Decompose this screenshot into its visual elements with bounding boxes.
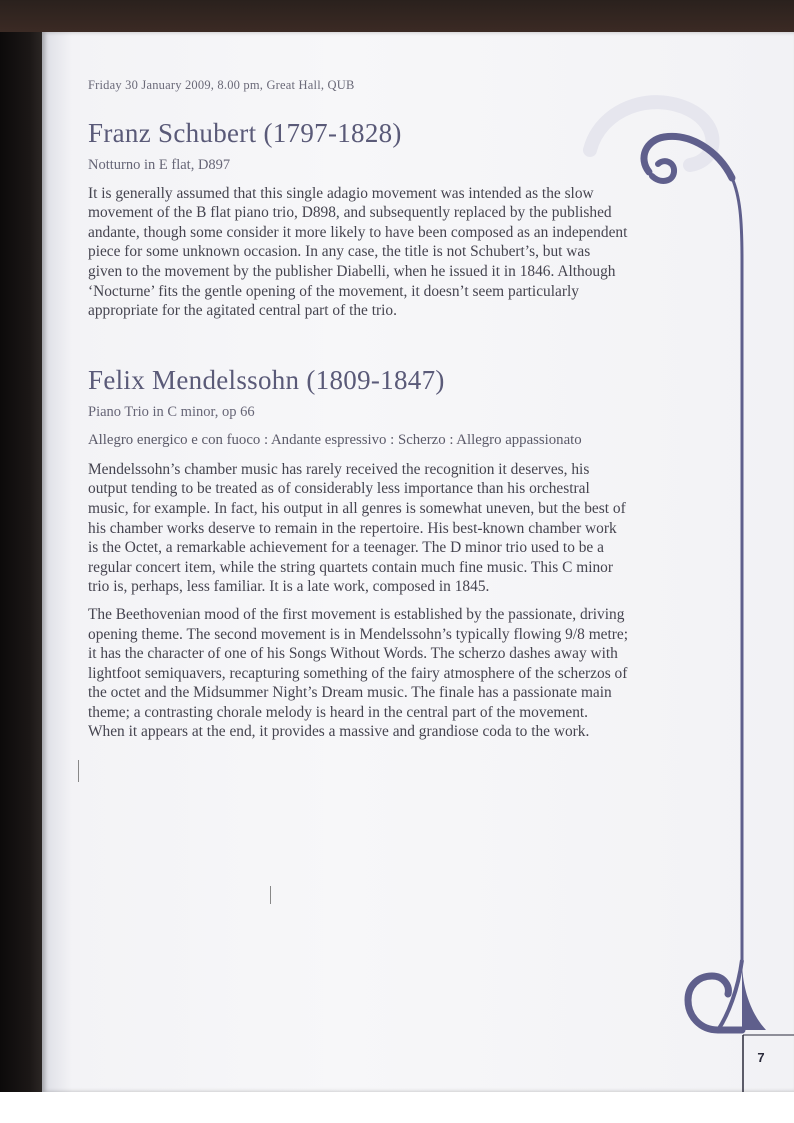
body-paragraph: The Beethovenian mood of the first movement is established by the passionate, driving opening theme. The second movement is in Mendelssohn’s typically flowing 9/8 metre; it has the character of one of his Songs Without Words. The scherzo dashes away with lightfoot semiquavers, recapturing something of the fairy atmosphere of the scherzos of the octet and the Midsummer Night’s Dream music. The finale has a passionate main theme; a contrasting chorale melody is heard in the central part of the movement. When it appears at the end, it provides a massive and grandiose coda to the work. <box>88 605 629 741</box>
work-title: Notturno in E flat, D897 <box>88 156 231 173</box>
page-content <box>88 76 628 742</box>
body-paragraph: It is generally assumed that this single adagio movement was intended as the slow movement of the B flat piano trio, D898, and subsequently replaced by the published andante, though some consider it more likely to have been composed as an independent piece for some unknown occasion. In any case, the title is not Schubert’s, but was given to the movement by the publisher Diabelli, when he issued it in 1846. Although ‘Nocturne’ fits the gentle opening of the movement, it doesn’t seem particularly appropriate for the agitated central part of the trio. <box>88 184 628 320</box>
scan-top-edge <box>0 0 794 32</box>
body-paragraph: Mendelssohn’s chamber music has rarely received the recognition it deserves, his output tending to be treated as of considerably less importance than his orchestral music, for example. In fact, his output in all genres is somewhat uneven, but the best of his chamber works deserve to remain in the repertoire. His best-known chamber work is the Octet, a remarkable achievement for a teenager. The D minor trio used to be a regular concert item, while the string quartets contain much fine music. This C minor trio is, perhaps, less familiar. It is a late work, composed in 1845. <box>88 460 626 596</box>
pencil-mark <box>78 760 79 782</box>
scan-bottom-edge <box>0 1092 794 1123</box>
composer-heading: Franz Schubert (1797-1828) <box>88 117 402 148</box>
mendelssohn-section <box>88 365 628 742</box>
composer-heading: Felix Mendelssohn (1809-1847) <box>88 364 445 395</box>
schubert-section <box>88 118 628 321</box>
page-number: 7 <box>757 1050 765 1065</box>
work-title: Piano Trio in C minor, op 66 <box>88 403 255 420</box>
pencil-mark <box>270 886 271 904</box>
movement-list: Allegro energico e con fuoco : Andante espressivo : Scherzo : Allegro appassionato <box>88 431 582 448</box>
book-spine-shadow <box>0 32 42 1092</box>
event-header: Friday 30 January 2009, 8.00 pm, Great Hall, QUB <box>88 78 355 92</box>
